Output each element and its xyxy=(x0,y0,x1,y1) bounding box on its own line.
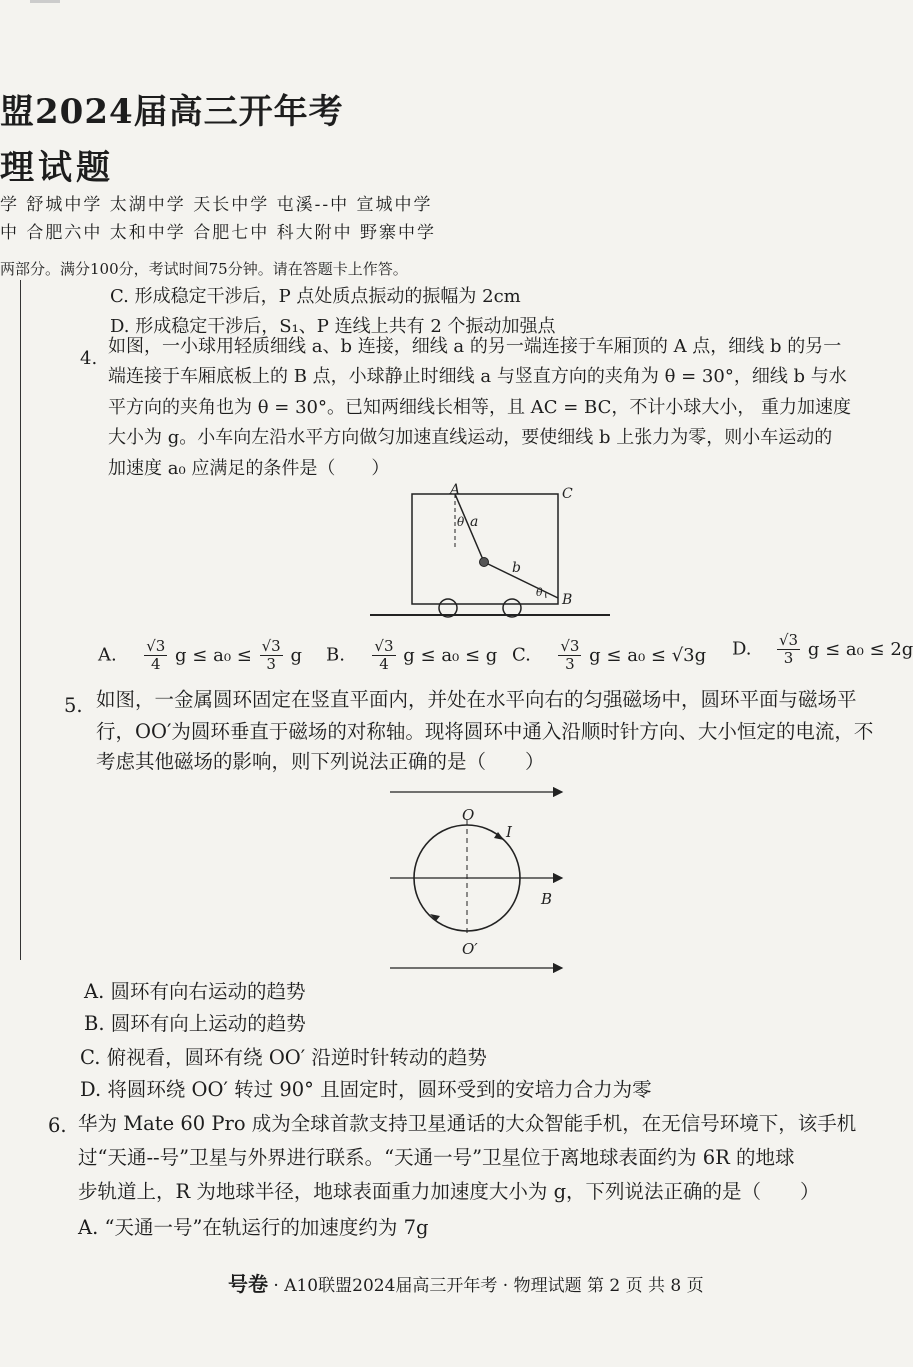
q4-option-c-end: g ≤ a₀ ≤ √3g xyxy=(589,645,707,666)
q5-option-d: D. 将圆环绕 OO′ 转过 90° 且固定时，圆环受到的安培力合力为零 xyxy=(80,1078,652,1101)
page-footer xyxy=(228,1268,704,1297)
q5-line-2: 行，OO′为圆环垂直于磁场的对称轴。现将圆环中通入沿顺时针方向、大小恒定的电流，不 xyxy=(96,720,874,743)
q4-option-c-label: C. xyxy=(512,644,531,666)
binding-margin-line xyxy=(20,280,21,960)
publisher-logo: 号卷 xyxy=(228,1272,268,1296)
q4-option-d xyxy=(732,632,913,667)
schools-row-1: 学 舒城中学 太湖中学 天长中学 屯溪--中 宣城中学 xyxy=(0,195,433,215)
q4-option-b-end: g ≤ a₀ ≤ g xyxy=(403,645,498,666)
q4-line-5: 加速度 a₀ 应满足的条件是（ ） xyxy=(108,458,390,479)
q4-number: 4. xyxy=(80,348,98,369)
q4-line-1: 如图，一小球用轻质细线 a、b 连接，细线 a 的另一端连接于车厢顶的 A 点，细线 b 的另一 xyxy=(108,336,842,357)
q4-line-4: 大小为 g。小车向左沿水平方向做匀加速直线运动，要使细线 b 上张力为零，则小车运动的 xyxy=(108,427,833,448)
q4-option-b-frac: $\frac{√3}{4}$ xyxy=(374,637,394,673)
q5-line-3: 考虑其他磁场的影响，则下列说法正确的是（ ） xyxy=(96,750,545,773)
q5-option-c: C. 俯视看，圆环有绕 OO′ 沿逆时针转动的趋势 xyxy=(80,1046,487,1069)
exam-title: 盟2024届高三开年考 xyxy=(0,92,344,132)
label-I: I xyxy=(506,823,512,841)
label-B: B xyxy=(541,890,553,908)
string-b xyxy=(484,562,558,598)
q4-option-b xyxy=(326,638,497,673)
label-B: B xyxy=(562,592,573,608)
q6-line-3: 步轨道上，R 为地球半径，地球表面重力加速度大小为 g，下列说法正确的是（ ） xyxy=(78,1180,820,1203)
label-O-prime: O′ xyxy=(462,940,478,958)
q4-option-a-mid: g ≤ a₀ ≤ xyxy=(175,645,252,666)
footer-text: · A10联盟2024届高三开年考 · 物理试题 第 2 页 共 8 页 xyxy=(273,1276,704,1296)
q4-option-a-frac1: $\frac{√3}{4}$ xyxy=(146,637,166,673)
q3-option-d: D. 形成稳定干涉后，S₁、P 连线上共有 2 个振动加强点 xyxy=(110,316,556,337)
q4-option-a xyxy=(98,638,302,673)
q4-option-c-frac: $\frac{√3}{3}$ xyxy=(560,637,580,673)
label-O: O xyxy=(462,806,475,824)
q6-number: 6. xyxy=(48,1114,67,1137)
q4-line-2: 端连接于车厢底板上的 B 点，小球静止时细线 a 与竖直方向的夹角为 θ = 30°，细线 b 与水 xyxy=(108,366,847,387)
q4-option-a-label: A. xyxy=(98,644,117,666)
q5-line-1: 如图，一金属圆环固定在竖直平面内，并处在水平向右的匀强磁场中，圆环平面与磁场平 xyxy=(96,688,857,711)
q4-line-3: 平方向的夹角也为 θ = 30°。已知两细线长相等，且 AC = BC，不计小球大小， 重力加速度 xyxy=(108,397,852,418)
ball xyxy=(480,558,489,567)
q4-option-b-label: B. xyxy=(326,644,345,666)
q5-option-a: A. 圆环有向右运动的趋势 xyxy=(84,980,306,1003)
q4-option-d-frac: $\frac{√3}{3}$ xyxy=(778,631,799,667)
q4-option-d-label: D. xyxy=(732,638,752,660)
q6-line-1: 华为 Mate 60 Pro 成为全球首款支持卫星通话的大众智能手机，在无信号环境下，该手机 xyxy=(78,1112,857,1135)
q5-number: 5. xyxy=(64,694,83,717)
label-b: b xyxy=(512,560,521,576)
label-A: A xyxy=(450,482,461,498)
schools-row-2: 中 合肥六中 太和中学 合肥七中 科大附中 野寨中学 xyxy=(0,223,437,243)
label-a: a xyxy=(470,514,479,530)
q4-option-a-end: g xyxy=(290,645,302,666)
label-C: C xyxy=(562,486,573,502)
q4-option-a-frac2: $\frac{√3}{3}$ xyxy=(261,637,281,673)
q3-option-c: C. 形成稳定干涉后，P 点处质点振动的振幅为 2cm xyxy=(110,286,521,307)
q4-option-c xyxy=(512,638,706,673)
q4-option-d-end: g ≤ a₀ ≤ 2g xyxy=(807,639,913,660)
scan-mark xyxy=(30,0,60,3)
q6-line-2: 过“天通--号”卫星与外界进行联系。“天通一号”卫星位于离地球表面约为 6R 的地球 xyxy=(78,1146,795,1169)
label-theta-top: θ xyxy=(457,515,465,529)
q4-car-figure xyxy=(360,480,620,625)
label-theta-bottom: θ xyxy=(536,586,543,599)
q5-ring-figure xyxy=(380,780,580,980)
exam-note: 两部分。满分100分，考试时间75分钟。请在答题卡上作答。 xyxy=(0,260,408,278)
q6-option-a: A. “天通一号”在轨运行的加速度约为 7g xyxy=(78,1216,429,1239)
subject-title: 理试题 xyxy=(0,148,114,188)
q5-option-b: B. 圆环有向上运动的趋势 xyxy=(84,1012,306,1035)
